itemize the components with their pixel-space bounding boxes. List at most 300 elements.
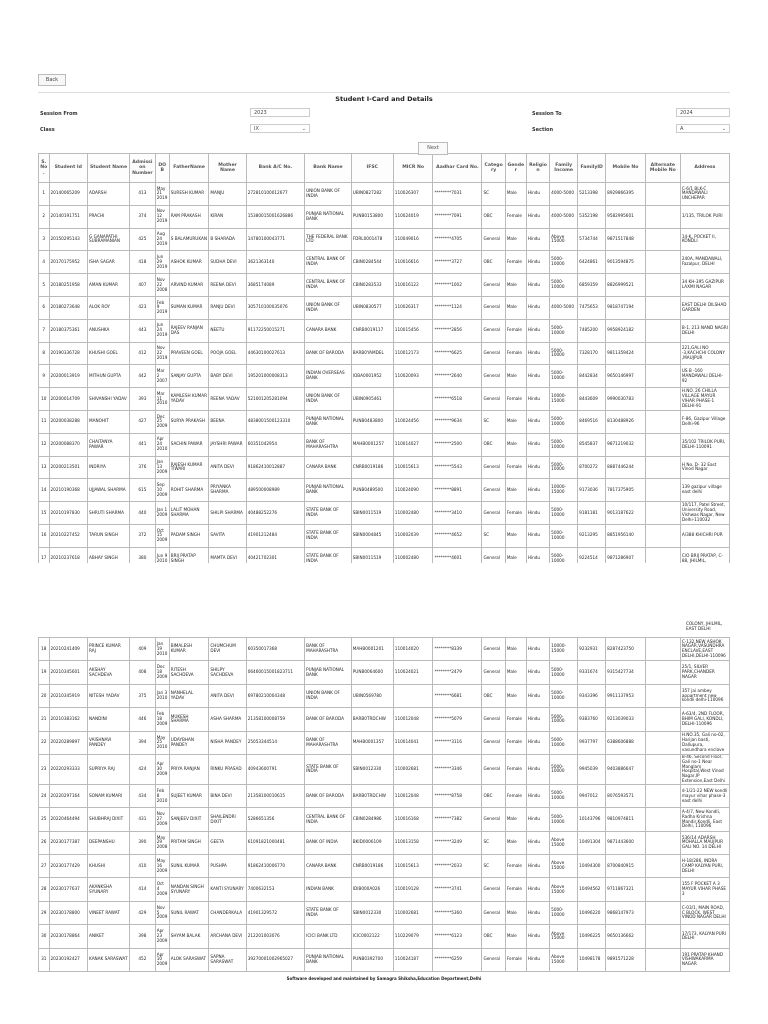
cell-bank-name: UNION BANK OF INDIA <box>305 183 352 206</box>
cell-ifsc: CNRB0019186 <box>351 456 393 479</box>
column-header-student-id: Student Id <box>49 154 88 183</box>
cell-family-income: 5000-10000 <box>550 502 578 525</box>
cell-ifsc: SBIN0011519 <box>351 502 393 525</box>
cell-dob: Mar 11 2010 <box>155 388 169 411</box>
cell-father-name: SUNIL RAWAT <box>169 901 209 924</box>
cell-address: 221,GALI NO -3,KACHCHI COLONY ,MAUJPUR <box>680 342 729 365</box>
cell-family-income: 5000-10000 <box>550 708 578 731</box>
cell-mobile: 9650146997 <box>606 365 646 388</box>
cell-student-id: 20230178864 <box>49 925 88 948</box>
cell-bank-account: 39270001002965027 <box>246 948 304 971</box>
cell-mobile: 9911137953 <box>606 684 646 707</box>
cell-admission-number: 372 <box>130 524 156 547</box>
cell-micr: 110012048 <box>393 784 433 807</box>
cell-category: General <box>482 342 505 365</box>
cell-student-id: 20200014709 <box>49 388 88 411</box>
cell-religion: Hindu <box>526 410 549 433</box>
cell-bank-account: 7400632153 <box>246 878 304 901</box>
student-table-continued <box>38 637 730 972</box>
cell-religion: Hindu <box>526 661 549 684</box>
cell-bank-name: CENTRAL BANK OF INDIA <box>305 274 352 297</box>
section-select[interactable] <box>676 124 730 133</box>
cell-student-id: 20180273648 <box>49 296 88 319</box>
cell-mobile: 9958924182 <box>606 319 646 342</box>
cell-category: General <box>482 948 505 971</box>
column-header-bank-name: Bank Name <box>305 154 352 183</box>
cell-mother-name: CHUMCHUM DEVI <box>209 638 246 661</box>
cell-address: F-86, Gazipur Village Delhi-96 <box>680 410 729 433</box>
cell-mother-name: KANTI SYUNARY <box>209 878 246 901</box>
cell-alternate-mobile <box>645 731 680 754</box>
cell-bank-account: 5286651356 <box>246 808 304 831</box>
cell-mother-name: KIRAN <box>209 205 246 228</box>
cell-admission-number: 427 <box>130 410 156 433</box>
table-row <box>39 878 730 901</box>
cell-bank-account: 40943600791 <box>246 754 304 784</box>
cell-admission-number: 412 <box>130 342 156 365</box>
cell-student-name: CHAITANYA PAWAR <box>88 433 130 456</box>
cell-family-id: 6859359 <box>578 274 606 297</box>
cell-bank-name: UNION BANK OF INDIA <box>305 296 352 319</box>
cell-dob: Dec 18 2009 <box>155 661 169 684</box>
cell-dob: May 21 2019 <box>155 183 169 206</box>
cell-religion: Hindu <box>526 831 549 854</box>
cell-bank-name: PUNJAB NATIONAL BANK <box>305 205 352 228</box>
session-to-label: Session To <box>532 111 562 117</box>
cell-student-id: 20200013919 <box>49 365 88 388</box>
cell-aadhar: ********7382 <box>433 808 482 831</box>
back-button[interactable]: Back <box>38 74 66 86</box>
cell-religion: Hindu <box>526 183 549 206</box>
table-row <box>39 831 730 854</box>
cell-bank-name: ICICI BANK LTD <box>305 925 352 948</box>
cell-sno: 16 <box>39 524 50 547</box>
cell-gender: Male <box>505 925 526 948</box>
cell-student-name: ABHAY SINGH <box>88 547 130 563</box>
cell-family-income: 5000-10000 <box>550 342 578 365</box>
cell-bank-account: 61091821000481 <box>246 831 304 854</box>
cell-alternate-mobile <box>645 479 680 502</box>
cell-micr: 110002480 <box>393 547 433 563</box>
cell-mother-name: MANJU <box>209 183 246 206</box>
cell-gender: Male <box>505 274 526 297</box>
cell-aadhar: ********6681 <box>433 684 482 707</box>
cell-student-name: ANIKET <box>88 925 130 948</box>
cell-bank-name: CANARA BANK <box>305 855 352 878</box>
cell-bank-name: STATE BANK OF INDIA <box>305 502 352 525</box>
cell-micr: 110002681 <box>393 754 433 784</box>
cell-gender: Female <box>505 342 526 365</box>
cell-bank-name: BANK OF BARODA <box>305 342 352 365</box>
cell-mother-name: NISHA PANDEY <box>209 731 246 754</box>
cell-micr: 110019128 <box>393 878 433 901</box>
cell-ifsc: PUNB0064600 <box>351 661 393 684</box>
cell-student-id: 20230192427 <box>49 948 88 971</box>
cell-mother-name: GEETA <box>209 831 246 854</box>
cell-bank-name: INDIAN OVERSEAS BANK <box>305 365 352 388</box>
cell-gender: Female <box>505 319 526 342</box>
cell-mother-name: ANITA DEVI <box>209 456 246 479</box>
cell-family-income: Above 15000 <box>550 831 578 854</box>
cell-religion: Hindu <box>526 784 549 807</box>
table-row <box>39 205 730 228</box>
cell-student-name: SHRUTI SHARMA <box>88 502 130 525</box>
cell-micr: 110229079 <box>393 925 433 948</box>
cell-bank-name: CANARA BANK <box>305 319 352 342</box>
cell-bank-name: STATE BANK OF INDIA <box>305 547 352 563</box>
column-header-micr: MICR No <box>393 154 433 183</box>
cell-ifsc: UBIN0830577 <box>351 296 393 319</box>
cell-bank-name: PUNJAB NATIONAL BANK <box>305 410 352 433</box>
cell-religion: Hindu <box>526 502 549 525</box>
session-from-input[interactable]: 2023 <box>250 108 310 117</box>
cell-alternate-mobile <box>645 547 680 563</box>
cell-mobile: 9403886647 <box>606 754 646 784</box>
cell-ifsc: ICIC0002122 <box>351 925 393 948</box>
cell-gender: Male <box>505 901 526 924</box>
cell-bank-account: 25053344514 <box>246 731 304 754</box>
cell-aadhar: ********8891 <box>433 479 482 502</box>
cell-bank-account: 212201003076 <box>246 925 304 948</box>
cell-mother-name: POOJA GOEL <box>209 342 246 365</box>
cell-family-id: 10496225 <box>578 925 606 948</box>
cell-admission-number: 380 <box>130 547 156 563</box>
cell-mother-name: SUDHA DEVI <box>209 251 246 274</box>
cell-ifsc: SBIN0004845 <box>351 524 393 547</box>
cell-father-name: NANDAN SINGH SYUNARY <box>169 878 209 901</box>
cell-mother-name: ARCHANA DEVI <box>209 925 246 948</box>
class-select[interactable] <box>250 124 310 133</box>
cell-micr: 110012173 <box>393 342 433 365</box>
cell-alternate-mobile <box>645 948 680 971</box>
cell-category: OBC <box>482 433 505 456</box>
cell-father-name: ARVIND KUMAR <box>169 274 209 297</box>
cell-student-name: NITESH YADAV <box>88 684 130 707</box>
cell-student-id: 20210383162 <box>49 708 88 731</box>
cell-family-income: Above 15000 <box>550 948 578 971</box>
cell-bank-name: PUNJAB NATIONAL BANK <box>305 479 352 502</box>
cell-sno: 28 <box>39 878 50 901</box>
cell-mobile: 9582995601 <box>606 205 646 228</box>
chevron-down-icon: ⌄ <box>301 126 306 132</box>
cell-gender: Female <box>505 205 526 228</box>
cell-gender: Male <box>505 296 526 319</box>
section-select-value: A <box>680 126 684 132</box>
cell-family-income: 5000-10000 <box>550 274 578 297</box>
cell-family-id: 10491304 <box>578 831 606 854</box>
cell-micr: 110012048 <box>393 708 433 731</box>
cell-bank-account: 489500008989 <box>246 479 304 502</box>
cell-bank-account: 21358100010615 <box>246 784 304 807</box>
cell-student-name: MANOHIT <box>88 410 130 433</box>
table-row <box>39 274 730 297</box>
cell-alternate-mobile <box>645 319 680 342</box>
table-row <box>39 433 730 456</box>
cell-admission-number: 374 <box>130 205 156 228</box>
cell-student-id: 20210190368 <box>49 479 88 502</box>
cell-admission-number: 408 <box>130 661 156 684</box>
cell-address: 17/173, KALYAN PURI DELHI <box>680 925 729 948</box>
cell-mobile: 9650136662 <box>606 925 646 948</box>
cell-admission-number: 376 <box>130 456 156 479</box>
cell-alternate-mobile <box>645 228 680 251</box>
cell-family-income: 5000-10000 <box>550 808 578 831</box>
cell-bank-account: 40488252276 <box>246 502 304 525</box>
cell-father-name: RAJEEV RANJAN DAS <box>169 319 209 342</box>
cell-alternate-mobile <box>645 784 680 807</box>
cell-bank-name: UNION BANK OF INDIA <box>305 684 352 707</box>
cell-category: SC <box>482 410 505 433</box>
cell-student-name: G GANAPATHI SUBRAMANIAN <box>88 228 130 251</box>
cell-micr: 110024456 <box>393 410 433 433</box>
table-row <box>39 296 730 319</box>
cell-sno: 26 <box>39 831 50 854</box>
cell-mother-name: SHILPY SACHDEVA <box>209 661 246 684</box>
cell-admission-number: 431 <box>130 808 156 831</box>
cell-address: 536/14 ADARSH MOHALLA MAUJPUR GALI NO. 14 DELHI <box>680 831 729 854</box>
column-header-ifsc: IFSC <box>351 154 393 183</box>
cell-gender: Male <box>505 479 526 502</box>
cell-father-name: S BALAMURUKAN <box>169 228 209 251</box>
cell-bank-name: STATE BANK OF INDIA <box>305 901 352 924</box>
cell-family-id: 9331674 <box>578 661 606 684</box>
cell-student-id: 20190336728 <box>49 342 88 365</box>
cell-mother-name: REENA YADAV <box>209 388 246 411</box>
table-row <box>39 731 730 754</box>
cell-category: General <box>482 547 505 563</box>
chevron-down-icon: ⌄ <box>721 126 726 132</box>
cell-alternate-mobile <box>645 456 680 479</box>
cell-bank-account: 3685174089 <box>246 274 304 297</box>
cell-dob: Apr 10 2009 <box>155 948 169 971</box>
cell-father-name: MUKESH SHARMA <box>169 708 209 731</box>
cell-dob: Oct 4 2009 <box>155 878 169 901</box>
cell-student-id: 20140065209 <box>49 183 88 206</box>
cell-student-id: 20220464494 <box>49 808 88 831</box>
cell-alternate-mobile <box>645 342 680 365</box>
cell-dob: Nov 27 2009 <box>155 808 169 831</box>
cell-aadhar: ********3116 <box>433 731 482 754</box>
cell-gender: Male <box>505 183 526 206</box>
cell-dob: Jun 24 2019 <box>155 319 169 342</box>
cell-gender: Male <box>505 228 526 251</box>
table-row <box>39 754 730 784</box>
cell-student-id: 20230177387 <box>49 831 88 854</box>
cell-mother-name: B SHARADA <box>209 228 246 251</box>
cell-bank-account: 21358100008759 <box>246 708 304 731</box>
cell-student-id: 20210345919 <box>49 684 88 707</box>
cell-sno: 30 <box>39 925 50 948</box>
class-label: Class <box>40 127 55 133</box>
cell-student-name: SUPRIYA RAJ <box>88 754 130 784</box>
cell-ifsc: IOBA0001952 <box>351 365 393 388</box>
cell-mother-name: BEENA <box>209 410 246 433</box>
table-row <box>39 365 730 388</box>
cell-bank-account: 60350017368 <box>246 638 304 661</box>
cell-religion: Hindu <box>526 456 549 479</box>
cell-student-id: 20220293333 <box>49 754 88 784</box>
cell-mobile: 8287423750 <box>606 638 646 661</box>
column-header-category: Category <box>482 154 505 183</box>
cell-family-id: 9937797 <box>578 731 606 754</box>
cell-dob: May 25 2010 <box>155 731 169 754</box>
cell-family-income: 5000-10000 <box>550 251 578 274</box>
cell-family-id: 5352198 <box>578 205 606 228</box>
table-row <box>39 708 730 731</box>
cell-family-id: 8469516 <box>578 410 606 433</box>
cell-micr: 110015613 <box>393 456 433 479</box>
cell-gender: Female <box>505 754 526 784</box>
cell-student-name: SHUBHRAJ DIXIT <box>88 808 130 831</box>
cell-category: OBC <box>482 205 505 228</box>
cell-bank-account: 91862410012887 <box>246 456 304 479</box>
cell-micr: 110024021 <box>393 661 433 684</box>
cell-student-id: 20200213501 <box>49 456 88 479</box>
cell-student-name: ALOK ROY <box>88 296 130 319</box>
cell-sno: 17 <box>39 547 50 563</box>
table-row <box>39 502 730 525</box>
cell-ifsc: IDIB000A026 <box>351 878 393 901</box>
table-row <box>39 479 730 502</box>
cell-micr: 110049016 <box>393 228 433 251</box>
cell-aadhar: ********2479 <box>433 661 482 684</box>
cell-religion: Hindu <box>526 684 549 707</box>
cell-bank-name: CANARA BANK <box>305 456 352 479</box>
cell-admission-number: 390 <box>130 831 156 854</box>
cell-sno: 3 <box>39 228 50 251</box>
cell-address: H.NO.35, Gali no-02, Harijan basti, Dallupura, vasundhara enclave <box>680 731 729 754</box>
cell-category: General <box>482 661 505 684</box>
cell-category: General <box>482 731 505 754</box>
cell-student-name: INDRIYA <box>88 456 130 479</box>
cell-micr: 110016168 <box>393 808 433 831</box>
cell-family-income: 10000-15000 <box>550 388 578 411</box>
cell-family-id: 9343396 <box>578 684 606 707</box>
session-to-input[interactable]: 2024 <box>676 108 730 117</box>
cell-alternate-mobile <box>645 831 680 854</box>
cell-dob: Jan 1 2009 <box>155 502 169 525</box>
column-header-address: Address <box>680 154 729 183</box>
cell-category: General <box>482 365 505 388</box>
cell-student-name: KHUSHI <box>88 855 130 878</box>
cell-student-id: 20210227452 <box>49 524 88 547</box>
cell-address: 357 jai ambey appartment new kondli delhi-110096 <box>680 684 729 707</box>
cell-father-name: SUJEET KUMAR <box>169 784 209 807</box>
cell-student-id: 20210237618 <box>49 547 88 563</box>
cell-dob: Apr 24 2010 <box>155 433 169 456</box>
cell-family-income: 5000-10000 <box>550 365 578 388</box>
cell-alternate-mobile <box>645 638 680 661</box>
cell-family-id: 7485200 <box>578 319 606 342</box>
cell-family-id: 8442834 <box>578 365 606 388</box>
cell-aadhar: ********1002 <box>433 274 482 297</box>
cell-bank-account: 91862410006770 <box>246 855 304 878</box>
cell-father-name: PRITAM SINGH <box>169 831 209 854</box>
cell-dob: Aug 24 2019 <box>155 228 169 251</box>
cell-bank-account: 41901212484 <box>246 524 304 547</box>
cell-father-name: SURYA PRAKASH <box>169 410 209 433</box>
cell-aadhar: ********7031 <box>433 183 482 206</box>
cell-mother-name: SAVITA <box>209 524 246 547</box>
cell-mother-name: JAYSHRI PAWAR <box>209 433 246 456</box>
cell-admission-number: 441 <box>130 433 156 456</box>
cell-bank-account: 14780100043771 <box>246 228 304 251</box>
cell-mobile: 9013187622 <box>606 502 646 525</box>
cell-father-name: SURESH KUMAR <box>169 183 209 206</box>
cell-mother-name: RINKU PRASAD <box>209 754 246 784</box>
cell-address: EAST DELHI DILSHAD GARDEN <box>680 296 729 319</box>
cell-student-id: 20200038288 <box>49 410 88 433</box>
cell-sno: 29 <box>39 901 50 924</box>
cell-micr: 110002039 <box>393 524 433 547</box>
cell-religion: Hindu <box>526 901 549 924</box>
cell-student-id: 20220289897 <box>49 731 88 754</box>
cell-gender: Male <box>505 547 526 563</box>
cell-address: H.NO. 26 CHILLA VILLAGE MAYUR VIHAR PHASE-1 DELHI-91 <box>680 388 729 411</box>
cell-category: General <box>482 754 505 784</box>
cell-address: 240A, MANDAWALI, Fazalpur, DELHI <box>680 251 729 274</box>
next-button[interactable]: Next <box>418 142 448 155</box>
cell-address: C-6/1 BLK-C MANDAWALI UNCHEPAR <box>680 183 729 206</box>
cell-category: General <box>482 388 505 411</box>
cell-address: C/O BRIJ PRATAP, C-88, JHILMIL, <box>680 547 729 563</box>
cell-ifsc: MAHB0001257 <box>351 433 393 456</box>
cell-aadhar: ********1124 <box>433 296 482 319</box>
cell-aadhar: ********8758 <box>433 784 482 807</box>
cell-religion: Hindu <box>526 878 549 901</box>
cell-bank-account: 305710100035076 <box>246 296 304 319</box>
cell-dob: Nov 22 2008 <box>155 274 169 297</box>
cell-gender: Female <box>505 731 526 754</box>
divider <box>38 92 730 93</box>
cell-religion: Hindu <box>526 547 549 563</box>
cell-dob: Jan 19 2010 <box>155 638 169 661</box>
cell-alternate-mobile <box>645 274 680 297</box>
cell-family-id: 10494300 <box>578 855 606 878</box>
cell-bank-name: BANK OF INDIA <box>305 831 352 854</box>
sheet-page-1 <box>38 66 730 563</box>
cell-family-id: 10496220 <box>578 901 606 924</box>
cell-father-name: KAMLESH KUMAR YADAV <box>169 388 209 411</box>
cell-student-name: ADARSH <box>88 183 130 206</box>
cell-bank-name: STATE BANK OF INDIA <box>305 524 352 547</box>
cell-family-id: 9945039 <box>578 754 606 784</box>
cell-bank-name: INDIAN BANK <box>305 878 352 901</box>
cell-category: General <box>482 878 505 901</box>
cell-admission-number: 423 <box>130 296 156 319</box>
cell-ifsc: PUNB0483800 <box>351 410 393 433</box>
cell-family-income: 5000-10000 <box>550 684 578 707</box>
cell-category: General <box>482 456 505 479</box>
cell-alternate-mobile <box>645 754 680 784</box>
cell-address: 139 gazipur village east delhi <box>680 479 729 502</box>
cell-bank-name: THE FEDERAL BANK LTD <box>305 228 352 251</box>
cell-father-name: BIMALESH KUMAR <box>169 638 209 661</box>
cell-bank-account: 44630100027613 <box>246 342 304 365</box>
cell-religion: Hindu <box>526 228 549 251</box>
cell-admission-number: 443 <box>130 319 156 342</box>
cell-admission-number: 375 <box>130 684 156 707</box>
cell-micr: 110015613 <box>393 855 433 878</box>
cell-micr: 110020093 <box>393 365 433 388</box>
cell-mobile: 9891571228 <box>606 948 646 971</box>
cell-ifsc: PUNB0153800 <box>351 205 393 228</box>
cell-student-id: 20220297164 <box>49 784 88 807</box>
cell-student-name: DEEPANSHU <box>88 831 130 854</box>
cell-dob: Nov 22 2019 <box>155 342 169 365</box>
cell-address: B-46, Second Floor, Gali no-1 Near Manglam Hospital,West Vinod Nagar,IP Extension,East Delhi <box>680 754 729 784</box>
cell-mother-name: SAPNA SARASWAT <box>209 948 246 971</box>
